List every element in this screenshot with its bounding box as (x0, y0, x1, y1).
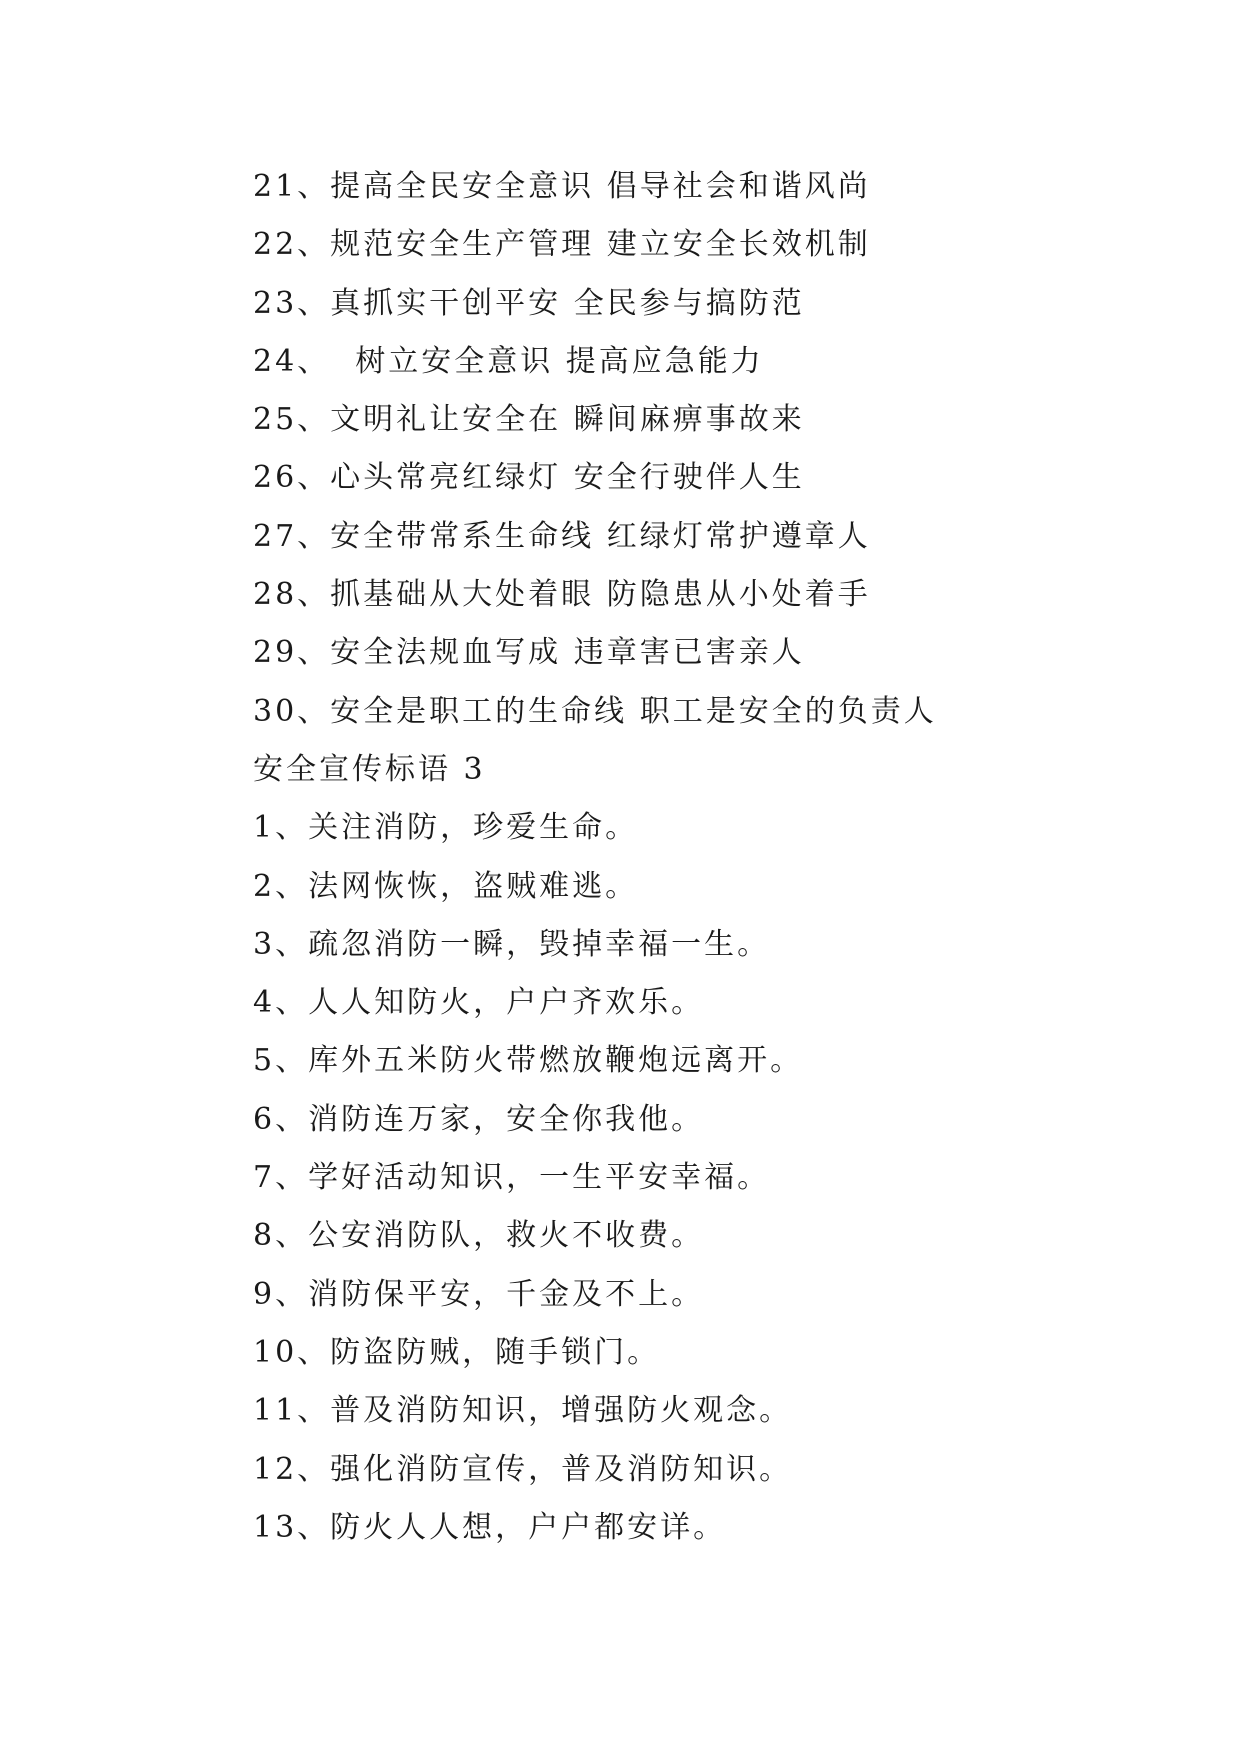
document-body (253, 158, 1153, 1557)
fire-slogan-line-5: 5、库外五米防火带燃放鞭炮远离开。 (253, 1043, 804, 1079)
fire-slogan-line-7: 7、学好活动知识，一生平安幸福。 (253, 1160, 771, 1196)
slogan-line-30: 30、安全是职工的生命线 职工是安全的负责人 (253, 693, 937, 729)
fire-slogan-line-9: 9、消防保平安，千金及不上。 (253, 1276, 705, 1312)
fire-slogan-line-13: 13、防火人人想，户户都安详。 (253, 1509, 727, 1545)
fire-slogan-line-1: 1、关注消防，珍爱生命。 (253, 810, 639, 846)
fire-slogan-line-10: 10、防盗防贼，随手锁门。 (253, 1334, 661, 1370)
fire-slogan-line-3: 3、疏忽消防一瞬，毁掉幸福一生。 (253, 926, 771, 962)
slogan-line-24: 24、 树立安全意识 提高应急能力 (253, 343, 764, 379)
slogan-line-29: 29、安全法规血写成 违章害已害亲人 (253, 635, 805, 671)
fire-slogan-line-11: 11、普及消防知识，增强防火观念。 (253, 1393, 793, 1429)
slogan-line-22: 22、规范安全生产管理 建立安全长效机制 (253, 227, 871, 263)
fire-slogan-line-6: 6、消防连万家，安全你我他。 (253, 1101, 705, 1137)
section-heading: 安全宣传标语 3 (253, 751, 486, 787)
slogan-line-26: 26、心头常亮红绿灯 安全行驶伴人生 (253, 460, 805, 496)
slogan-line-27: 27、安全带常系生命线 红绿灯常护遵章人 (253, 518, 871, 554)
fire-slogan-line-12: 12、强化消防宣传，普及消防知识。 (253, 1451, 793, 1487)
slogan-line-25: 25、文明礼让安全在 瞬间麻痹事故来 (253, 402, 805, 438)
fire-slogan-line-4: 4、人人知防火，户户齐欢乐。 (253, 985, 705, 1021)
fire-slogan-line-8: 8、公安消防队，救火不收费。 (253, 1218, 705, 1254)
fire-slogan-line-2: 2、法网恢恢，盗贼难逃。 (253, 868, 639, 904)
slogan-line-28: 28、抓基础从大处着眼 防隐患从小处着手 (253, 577, 871, 613)
slogan-line-23: 23、真抓实干创平安 全民参与搞防范 (253, 285, 805, 321)
slogan-line-21: 21、提高全民安全意识 倡导社会和谐风尚 (253, 169, 871, 204)
